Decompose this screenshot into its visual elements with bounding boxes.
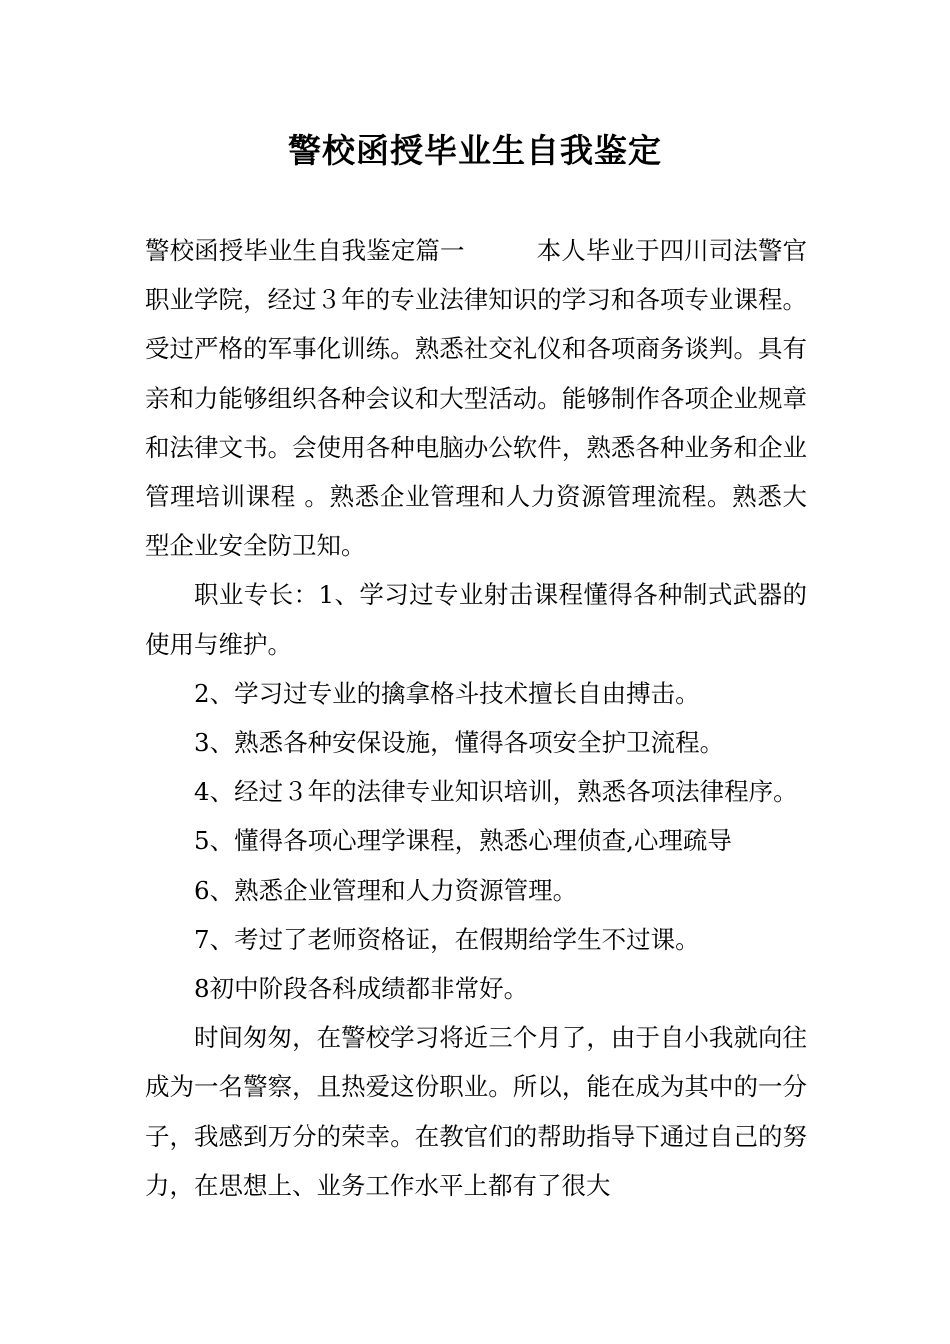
- paragraph-item-8: 8初中阶段各科成绩都非常好。: [194, 974, 529, 1004]
- document-title: 警校函授毕业生自我鉴定: [288, 131, 662, 170]
- intro-heading: 警校函授毕业生自我鉴定篇一: [145, 236, 465, 265]
- paragraph-item-3: 3、熟悉各种安保设施，懂得各项安全护卫流程。: [194, 728, 725, 758]
- intro-paragraph: [145, 226, 807, 570]
- document-body: [145, 226, 807, 1210]
- paragraph-specialty: 职业专长：1、学习过专业射击课程懂得各种制式武器的使用与维护。: [145, 580, 807, 659]
- paragraph-item-7: 7、考过了老师资格证，在假期给学生不过课。: [194, 924, 700, 954]
- intro-text: 本人毕业于四川司法警官职业学院，经过３年的专业法律知识的学习和各项专业课程。受过严格的军事化训练。熟悉社交礼仪和各项商务谈判。具有亲和力能够组织各种会议和大型活动。能够制作各项企业规章和法律文书。会使用各种电脑办公软件，熟悉各种业务和企业管理培训课程 。熟悉企业管理和人力资源管理流程。熟悉大型企业安全防卫知。: [145, 236, 808, 561]
- paragraph-reflection: 时间匆匆，在警校学习将近三个月了，由于自小我就向往成为一名警察，且热爱这份职业。所以，能在成为其中的一分子，我感到万分的荣幸。在教官们的帮助指导下通过自己的努力，在思想上、业务工作水平上都有了很大: [145, 1023, 807, 1200]
- paragraph-item-4: 4、经过３年的法律专业知识培训，熟悉各项法律程序。: [194, 777, 798, 807]
- paragraph-item-2: 2、学习过专业的擒拿格斗技术擅长自由搏击。: [194, 678, 700, 708]
- paragraph-item-5: 5、懂得各项心理学课程，熟悉心理侦查,心理疏导: [194, 826, 732, 856]
- paragraph-item-6: 6、熟悉企业管理和人力资源管理。: [194, 875, 578, 905]
